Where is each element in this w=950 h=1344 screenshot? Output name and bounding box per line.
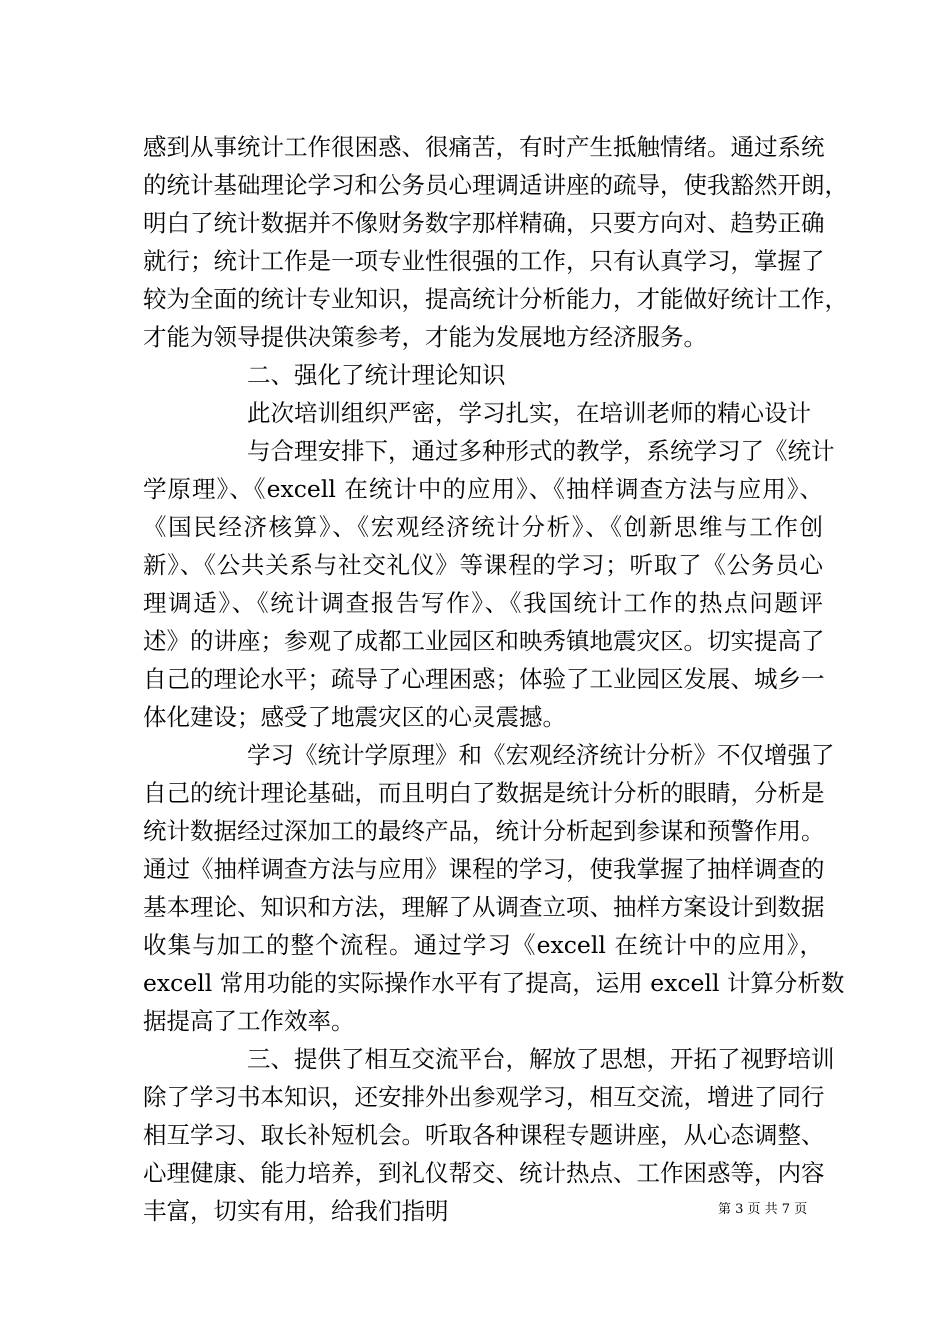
text-line: 较为全面的统计专业知识，提高统计分析能力，才能做好统计工作， xyxy=(143,285,848,313)
text-line: 的统计基础理论学习和公务员心理调适讲座的疏导，使我豁然开朗， xyxy=(143,171,848,199)
text-line: 收集与加工的整个流程。通过学习《excell 在统计中的应用》， xyxy=(143,931,823,959)
text-line: 才能为领导提供决策参考，才能为发展地方经济服务。 xyxy=(143,323,707,351)
text-line: 丰富，切实有用，给我们指明 xyxy=(143,1197,449,1225)
text-line: 述》的讲座；参观了成都工业园区和映秀镇地震灾区。切实提高了 xyxy=(143,627,825,655)
text-line: 心理健康、能力培养，到礼仪帮交、统计热点、工作困惑等，内容 xyxy=(143,1159,825,1187)
text-line: 自己的理论水平；疏导了心理困惑；体验了工业园区发展、城乡一 xyxy=(143,665,825,693)
text-line: 基本理论、知识和方法，理解了从调查立项、抽样方案设计到数据 xyxy=(143,893,825,921)
page-footer: 第 3 页 共 7 页 xyxy=(718,1202,808,1217)
text-line: 学习《统计学原理》和《宏观经济统计分析》不仅增强了 xyxy=(247,741,835,769)
section-heading: 二、强化了统计理论知识 xyxy=(247,361,506,389)
text-line: excell 常用功能的实际操作水平有了提高，运用 excell 计算分析数 xyxy=(143,969,845,997)
text-line: 此次培训组织严密，学习扎实，在培训老师的精心设计 xyxy=(247,399,811,427)
text-line: 新》、《公共关系与社交礼仪》等课程的学习；听取了《公务员心 xyxy=(143,551,823,579)
text-line: 通过《抽样调查方法与应用》课程的学习，使我掌握了抽样调查的 xyxy=(143,855,825,883)
text-line: 据提高了工作效率。 xyxy=(143,1007,355,1035)
text-line: 理调适》、《统计调查报告写作》、《我国统计工作的热点问题评 xyxy=(143,589,823,617)
text-line: 相互学习、取长补短机会。听取各种课程专题讲座，从心态调整、 xyxy=(143,1121,825,1149)
text-line: 除了学习书本知识，还安排外出参观学习，相互交流，增进了同行 xyxy=(143,1083,825,1111)
text-line: 《国民经济核算》、《宏观经济统计分析》、《创新思维与工作创 xyxy=(143,513,823,541)
section-heading: 三、提供了相互交流平台，解放了思想，开拓了视野培训 xyxy=(247,1045,835,1073)
text-line: 自己的统计理论基础，而且明白了数据是统计分析的眼睛，分析是 xyxy=(143,779,825,807)
text-line: 明白了统计数据并不像财务数字那样精确，只要方向对、趋势正确 xyxy=(143,209,825,237)
text-line: 感到从事统计工作很困惑、很痛苦，有时产生抵触情绪。通过系统 xyxy=(143,133,825,161)
text-line: 就行；统计工作是一项专业性很强的工作，只有认真学习，掌握了 xyxy=(143,247,825,275)
text-line: 统计数据经过深加工的最终产品，统计分析起到参谋和预警作用。 xyxy=(143,817,825,845)
text-line: 与合理安排下，通过多种形式的教学，系统学习了《统计 xyxy=(247,437,835,465)
text-line: 体化建设；感受了地震灾区的心灵震撼。 xyxy=(143,703,566,731)
text-line: 学原理》、《excell 在统计中的应用》、《抽样调查方法与应用》、 xyxy=(143,475,823,503)
